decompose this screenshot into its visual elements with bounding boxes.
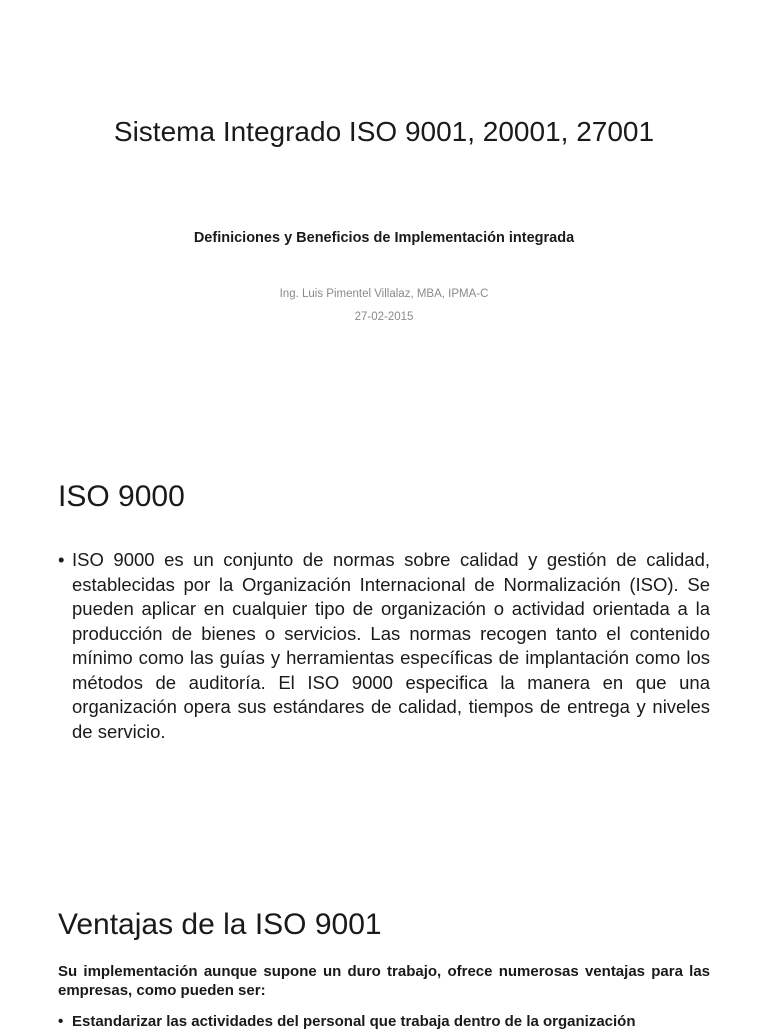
author-line: Ing. Luis Pimentel Villalaz, MBA, IPMA-C	[279, 288, 489, 300]
ventajas-slide	[0, 864, 768, 1030]
iso9000-slide	[0, 432, 768, 864]
bullet-list	[58, 1012, 710, 1031]
bullet-text: ISO 9000 es un conjunto de normas sobre calidad y gestión de calidad, establecidas por la Organización Internacional de Normalización (ISO). Se pueden aplicar en cualquier tipo de organización o actividad orientada a la producción de bienes o servicios. Las normas recogen tanto el contenido mínimo como las guías y herramientas específicas de implantación como los métodos de auditoría. El ISO 9000 especifica la manera en que una organización opera sus estándares de calidad, tiempos de entrega y niveles de servicio.	[72, 549, 710, 742]
presentation-date: 27-02-2015	[354, 311, 414, 323]
bullet-icon: •	[58, 549, 65, 570]
title-slide	[0, 0, 768, 432]
list-item	[58, 1012, 710, 1031]
slide-heading: ISO 9000	[58, 480, 185, 513]
slide-heading: Ventajas de la ISO 9001	[58, 908, 382, 941]
bullet-text: Estandarizar las actividades del personal que trabaja dentro de la organización	[72, 1013, 636, 1030]
presentation-subtitle: Definiciones y Beneficios de Implementación integrada	[193, 230, 575, 246]
presentation-title: Sistema Integrado ISO 9001, 20001, 27001	[113, 116, 655, 147]
bullet-icon: •	[58, 1013, 64, 1030]
intro-paragraph: Su implementación aunque supone un duro trabajo, ofrece numerosas ventajas para las empresas, como pueden ser:	[58, 963, 710, 999]
list-item	[58, 548, 710, 744]
bullet-list	[58, 548, 710, 744]
